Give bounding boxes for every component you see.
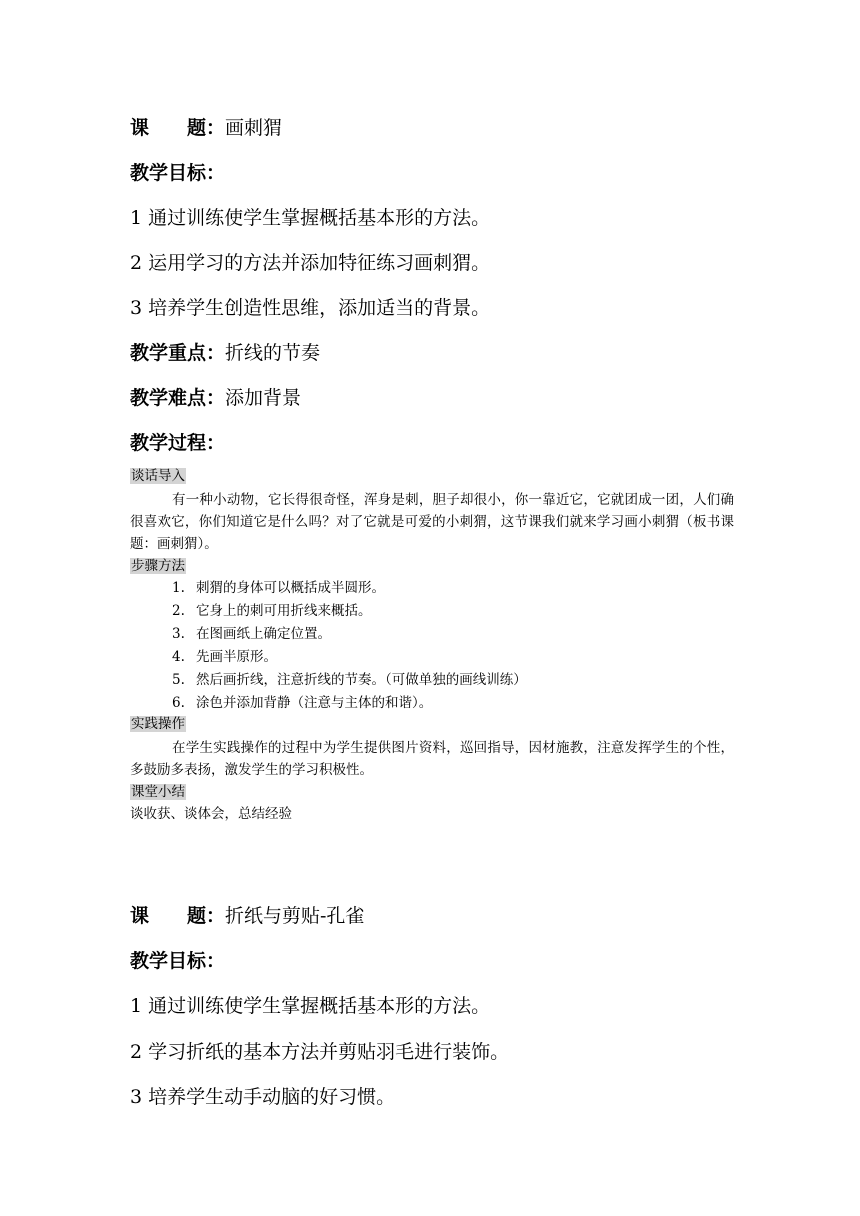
step-number: 3. xyxy=(172,626,185,642)
lesson1-title-value: 画刺猬 xyxy=(225,117,283,139)
lesson1-objective-2: 2 运用学习的方法并添加特征练习画刺猬。 xyxy=(130,252,491,274)
step-text: 先画半原形。 xyxy=(196,649,277,665)
lesson2-objectives-label: 教学目标： xyxy=(130,950,226,972)
lesson1-focus-label: 教学重点： xyxy=(130,342,226,364)
lesson1-difficulty-label: 教学难点： xyxy=(130,387,226,409)
step-number: 6. xyxy=(172,695,185,711)
practice-heading-text: 实践操作 xyxy=(131,716,185,732)
lesson1-title-line xyxy=(130,116,282,140)
lesson2-objective-3: 3 培养学生动手动脑的好习惯。 xyxy=(130,1086,396,1108)
lesson2-title-label: 课 题： xyxy=(130,905,226,927)
lesson2-title-value: 折纸与剪贴-孔雀 xyxy=(225,905,365,927)
step-number: 2. xyxy=(172,603,185,619)
lesson1-objective-1: 1 通过训练使学生掌握概括基本形的方法。 xyxy=(130,207,491,229)
step-text: 涂色并添加背静（注意与主体的和谐）。 xyxy=(196,695,433,711)
steps-heading-text: 步骤方法 xyxy=(131,558,185,574)
step-item xyxy=(172,693,432,713)
step-number: 4. xyxy=(172,649,185,665)
step-item xyxy=(172,670,527,690)
step-item xyxy=(172,647,277,667)
step-text: 刺猬的身体可以概括成半圆形。 xyxy=(196,580,385,596)
lesson1-focus-value: 折线的节奏 xyxy=(225,342,321,364)
step-item xyxy=(172,624,331,644)
intro-heading xyxy=(130,466,186,486)
lesson2-objective-1: 1 通过训练使学生掌握概括基本形的方法。 xyxy=(130,995,491,1017)
step-number: 5. xyxy=(172,672,185,688)
lesson1-focus-line xyxy=(130,341,320,365)
intro-heading-text: 谈话导入 xyxy=(131,468,185,484)
step-text: 在图画纸上确定位置。 xyxy=(196,626,331,642)
step-item xyxy=(172,578,385,598)
lesson2-objective-2: 2 学习折纸的基本方法并剪贴羽毛进行装饰。 xyxy=(130,1041,510,1063)
lesson1-objectives-label: 教学目标： xyxy=(130,162,226,184)
lesson1-difficulty-line xyxy=(130,386,301,410)
summary-heading-text: 课堂小结 xyxy=(131,784,185,800)
lesson1-process-label: 教学过程： xyxy=(130,432,226,454)
step-number: 1. xyxy=(172,580,185,596)
step-text: 然后画折线，注意折线的节奏。（可做单独的画线训练） xyxy=(196,672,527,688)
step-item xyxy=(172,601,372,621)
steps-heading xyxy=(130,556,186,576)
summary-heading xyxy=(130,782,186,802)
lesson1-title-label: 课 题： xyxy=(130,117,226,139)
lesson1-objective-3: 3 培养学生创造性思维，添加适当的背景。 xyxy=(130,297,491,319)
practice-heading xyxy=(130,714,186,734)
lesson2-title-line xyxy=(130,904,364,928)
intro-paragraph: 有一种小动物，它长得很奇怪，浑身是刺，胆子却很小，你一靠近它，它就团成一团，人们确很喜欢它，你们知道它是什么吗？对了它就是可爱的小刺猬，这节课我们就来学习画小刺猬（板书课题：画刺猬）。 xyxy=(130,492,734,552)
lesson1-difficulty-value: 添加背景 xyxy=(225,387,302,409)
step-text: 它身上的刺可用折线来概括。 xyxy=(196,603,372,619)
summary-text: 谈收获、谈体会，总结经验 xyxy=(130,806,292,822)
practice-paragraph: 在学生实践操作的过程中为学生提供图片资料，巡回指导，因材施教，注意发挥学生的个性，多鼓励多表扬，激发学生的学习积极性。 xyxy=(130,740,734,778)
